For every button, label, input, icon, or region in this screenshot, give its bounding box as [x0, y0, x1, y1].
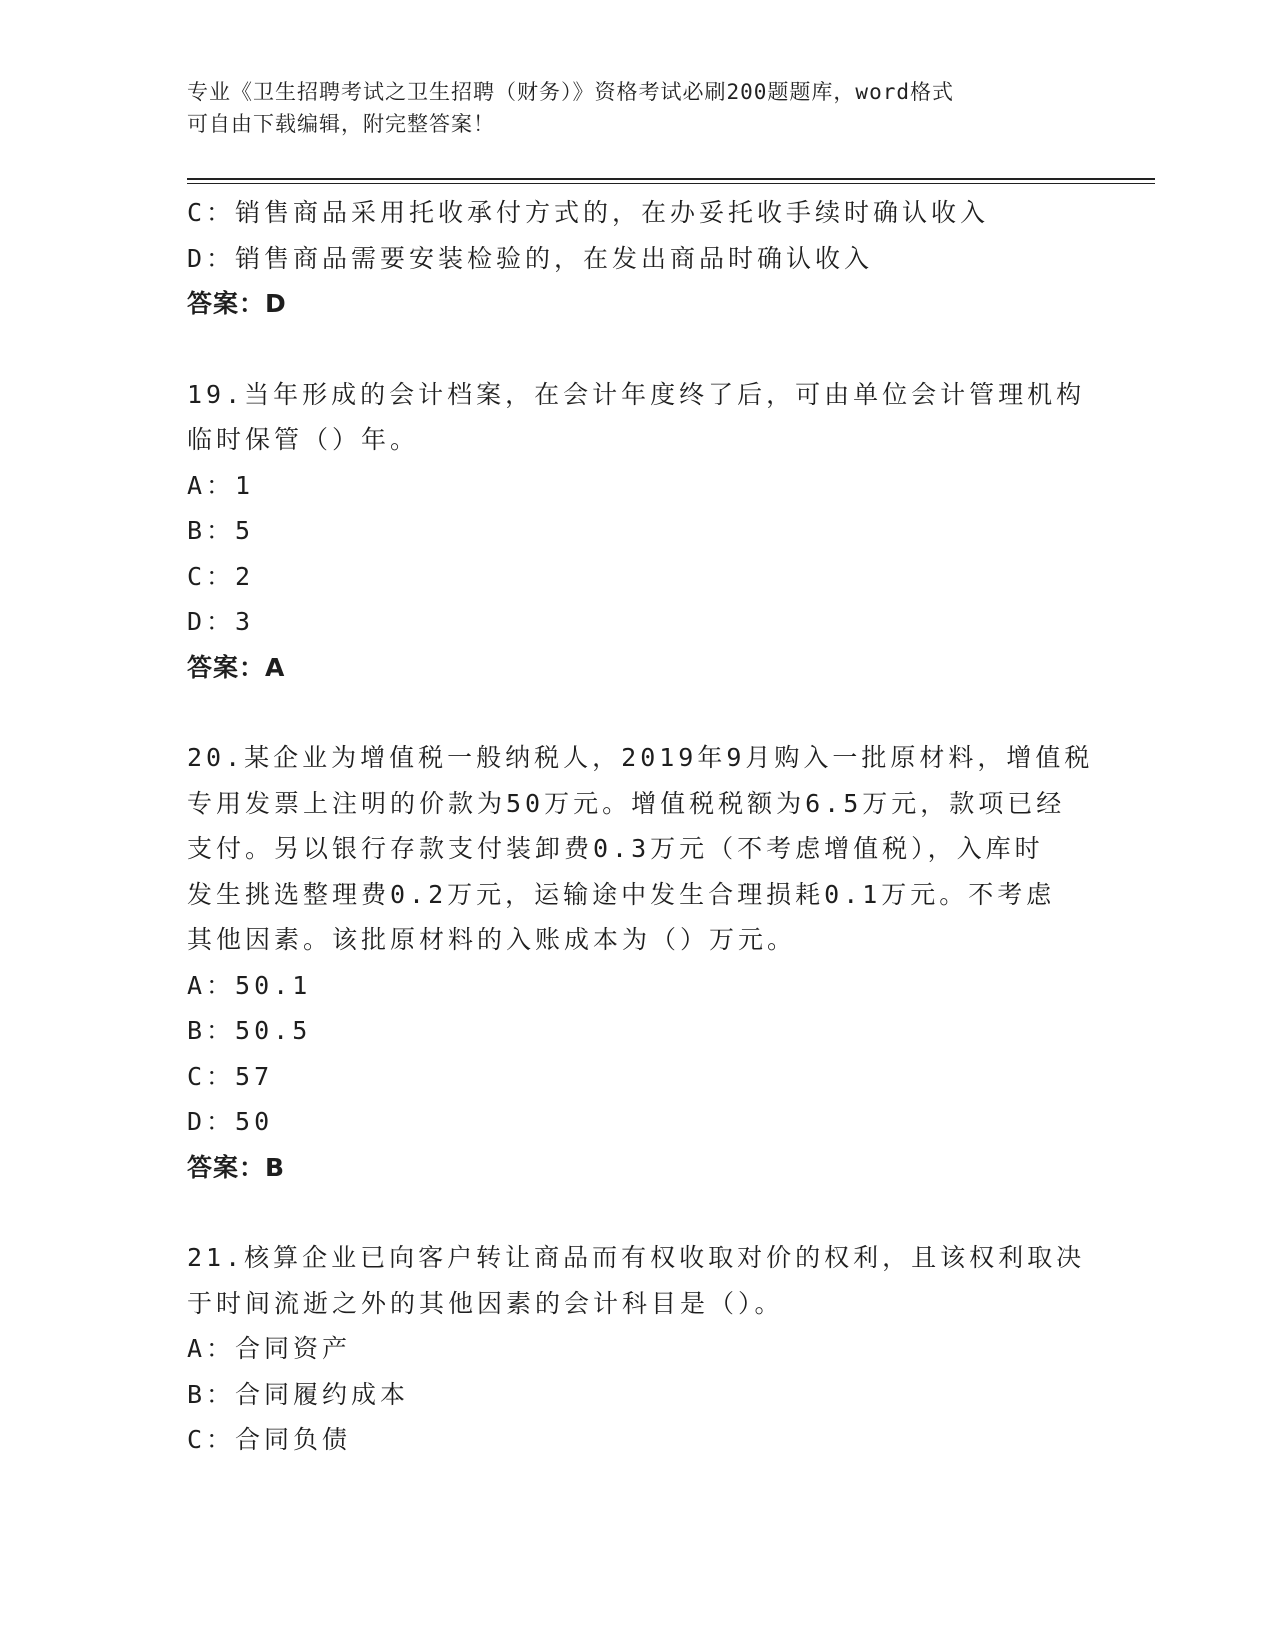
- q20-option-b: B：50.5: [187, 1016, 312, 1045]
- header-divider-thin: [187, 183, 1155, 184]
- q20-option-c: C：57: [187, 1061, 274, 1091]
- question-19: [187, 372, 1087, 691]
- q21-option-b: B：合同履约成本: [187, 1379, 410, 1409]
- q21-stem-line-2: 于时间流逝之外的其他因素的会计科目是（）。: [187, 1288, 784, 1318]
- q20-stem-line-5: 其他因素。该批原材料的入账成本为（）万元。: [187, 925, 797, 954]
- q19-answer: 答案：A: [187, 652, 286, 682]
- spacer: [187, 327, 1087, 372]
- document-header: [187, 76, 1087, 140]
- q21-option-c: C：合同负债: [187, 1425, 352, 1454]
- question-20: [187, 735, 1094, 1190]
- q19-stem-line-1: 19.当年形成的会计档案，在会计年度终了后，可由单位会计管理机构: [187, 379, 1086, 409]
- q21-stem-line-1: 21.核算企业已向客户转让商品而有权收取对价的权利，且该权利取决: [187, 1243, 1086, 1272]
- q20-stem-line-1: 20.某企业为增值税一般纳税人，2019年9月购入一批原材料，增值税: [187, 743, 1094, 772]
- q20-stem-line-3: 支付。另以银行存款支付装卸费0.3万元（不考虑增值税），入库时: [187, 834, 1044, 863]
- q19-option-b: B：5: [187, 516, 255, 545]
- q18-answer: 答案：D: [187, 289, 287, 318]
- q20-stem-line-2: 专用发票上注明的价款为50万元。增值税税额为6.5万元，款项已经: [187, 788, 1066, 818]
- header-line-1: 专业《卫生招聘考试之卫生招聘（财务）》资格考试必刷200题题库，word格式: [187, 80, 954, 104]
- q19-option-a: A：1: [187, 470, 255, 500]
- q20-stem-line-4: 发生挑选整理费0.2万元，运输途中发生合理损耗0.1万元。不考虑: [187, 879, 1056, 909]
- q20-option-a: A：50.1: [187, 970, 312, 1000]
- question-18: [187, 190, 1087, 327]
- q19-option-c: C：2: [187, 561, 255, 591]
- spacer: [187, 1190, 1087, 1235]
- q21-option-a: A：合同资产: [187, 1334, 352, 1363]
- q20-option-d: D：50: [187, 1107, 274, 1136]
- q19-stem-line-2: 临时保管（）年。: [187, 425, 420, 454]
- spacer: [187, 690, 1087, 735]
- question-21: [187, 1235, 1087, 1463]
- q18-option-c: C：销售商品采用托收承付方式的，在办妥托收手续时确认收入: [187, 198, 990, 227]
- question-content: [187, 190, 1094, 1463]
- header-divider-thick: [187, 178, 1155, 180]
- q18-option-d: D：销售商品需要安装检验的，在发出商品时确认收入: [187, 243, 874, 273]
- q20-answer: 答案：B: [187, 1152, 286, 1182]
- q19-option-d: D：3: [187, 607, 255, 636]
- header-line-2: 可自由下载编辑，附完整答案！: [187, 112, 495, 136]
